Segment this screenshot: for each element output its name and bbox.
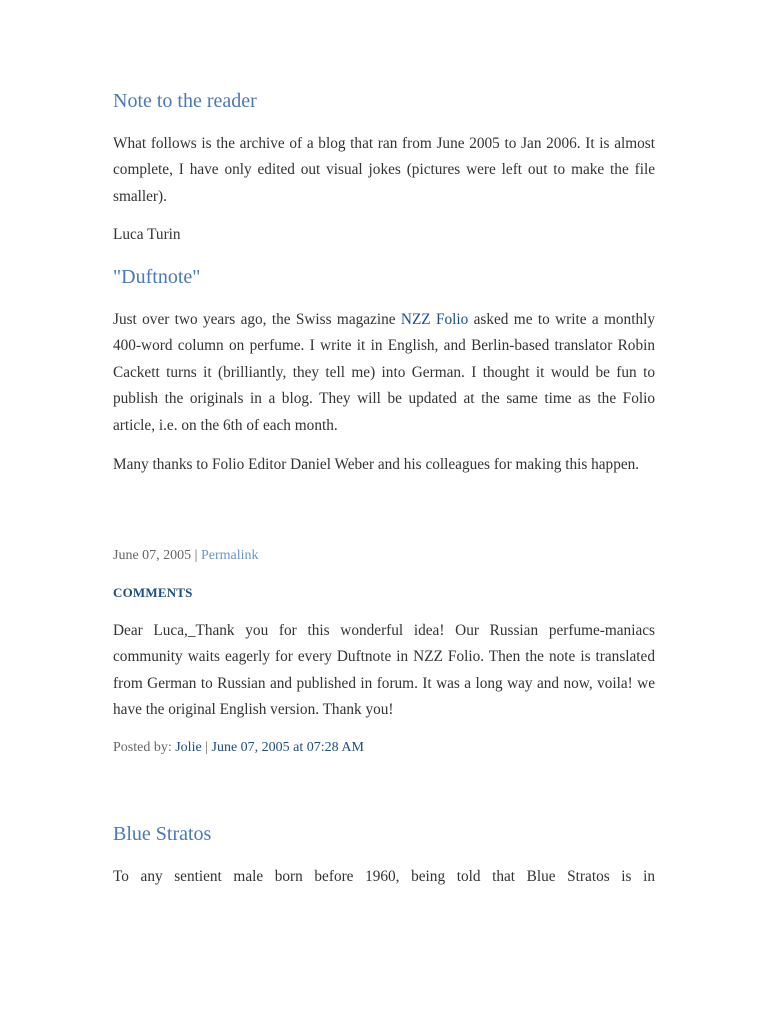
comments-heading: COMMENTS <box>113 585 193 600</box>
permalink-link[interactable]: Permalink <box>200 548 259 563</box>
comment-footer <box>113 738 364 758</box>
comment-author-link[interactable]: Jolie <box>175 740 202 755</box>
comment-text: Dear Luca,_Thank you for this wonderful idea! Our Russian perfume-maniacs community waits eagerly for every Duftnote in NZZ Folio. Then the note is translated from German to Russian and published in forum. It was a long way and now, voila! we have the original English version. Thank you! <box>113 622 655 719</box>
post-duftnote-text-after-link: asked me to write a monthly 400-word column on perfume. I write it in English, and Berlin-based translator Robin Cackett turns it (brilliantly, they tell me) into German. I thought it would be fun to publish the originals in a blog. They will be updated at the same time as the Folio article, i.e. on the 6th of each month. <box>113 311 655 434</box>
post-blue-stratos-excerpt: To any sentient male born before 1960, being told that Blue Stratos is in <box>113 868 655 885</box>
post-duftnote-footer <box>113 546 259 566</box>
note-title: Note to the reader <box>113 90 257 112</box>
posted-by-label: Posted by: <box>113 740 172 755</box>
nzz-folio-link[interactable]: NZZ Folio <box>400 311 469 328</box>
note-signature: Luca Turin <box>113 226 181 243</box>
comment-timestamp-link[interactable]: June 07, 2005 at 07:28 AM <box>211 740 364 755</box>
post-title-blue-stratos: Blue Stratos <box>113 823 212 845</box>
post-duftnote-text-before-link: Just over two years ago, the Swiss magazine <box>113 311 401 328</box>
comment-footer-separator: | <box>205 740 208 755</box>
post-title-duftnote: "Duftnote" <box>113 266 201 288</box>
footer-separator: | <box>194 548 198 563</box>
post-duftnote-paragraph-2: Many thanks to Folio Editor Daniel Weber and his colleagues for making this happen. <box>113 456 640 473</box>
post-date: June 07, 2005 <box>113 548 192 563</box>
note-body: What follows is the archive of a blog that ran from June 2005 to Jan 2006. It is almost complete, I have only edited out visual jokes (pictures were left out to make the file smaller). <box>113 135 655 205</box>
post-duftnote-paragraph-1 <box>113 307 655 439</box>
